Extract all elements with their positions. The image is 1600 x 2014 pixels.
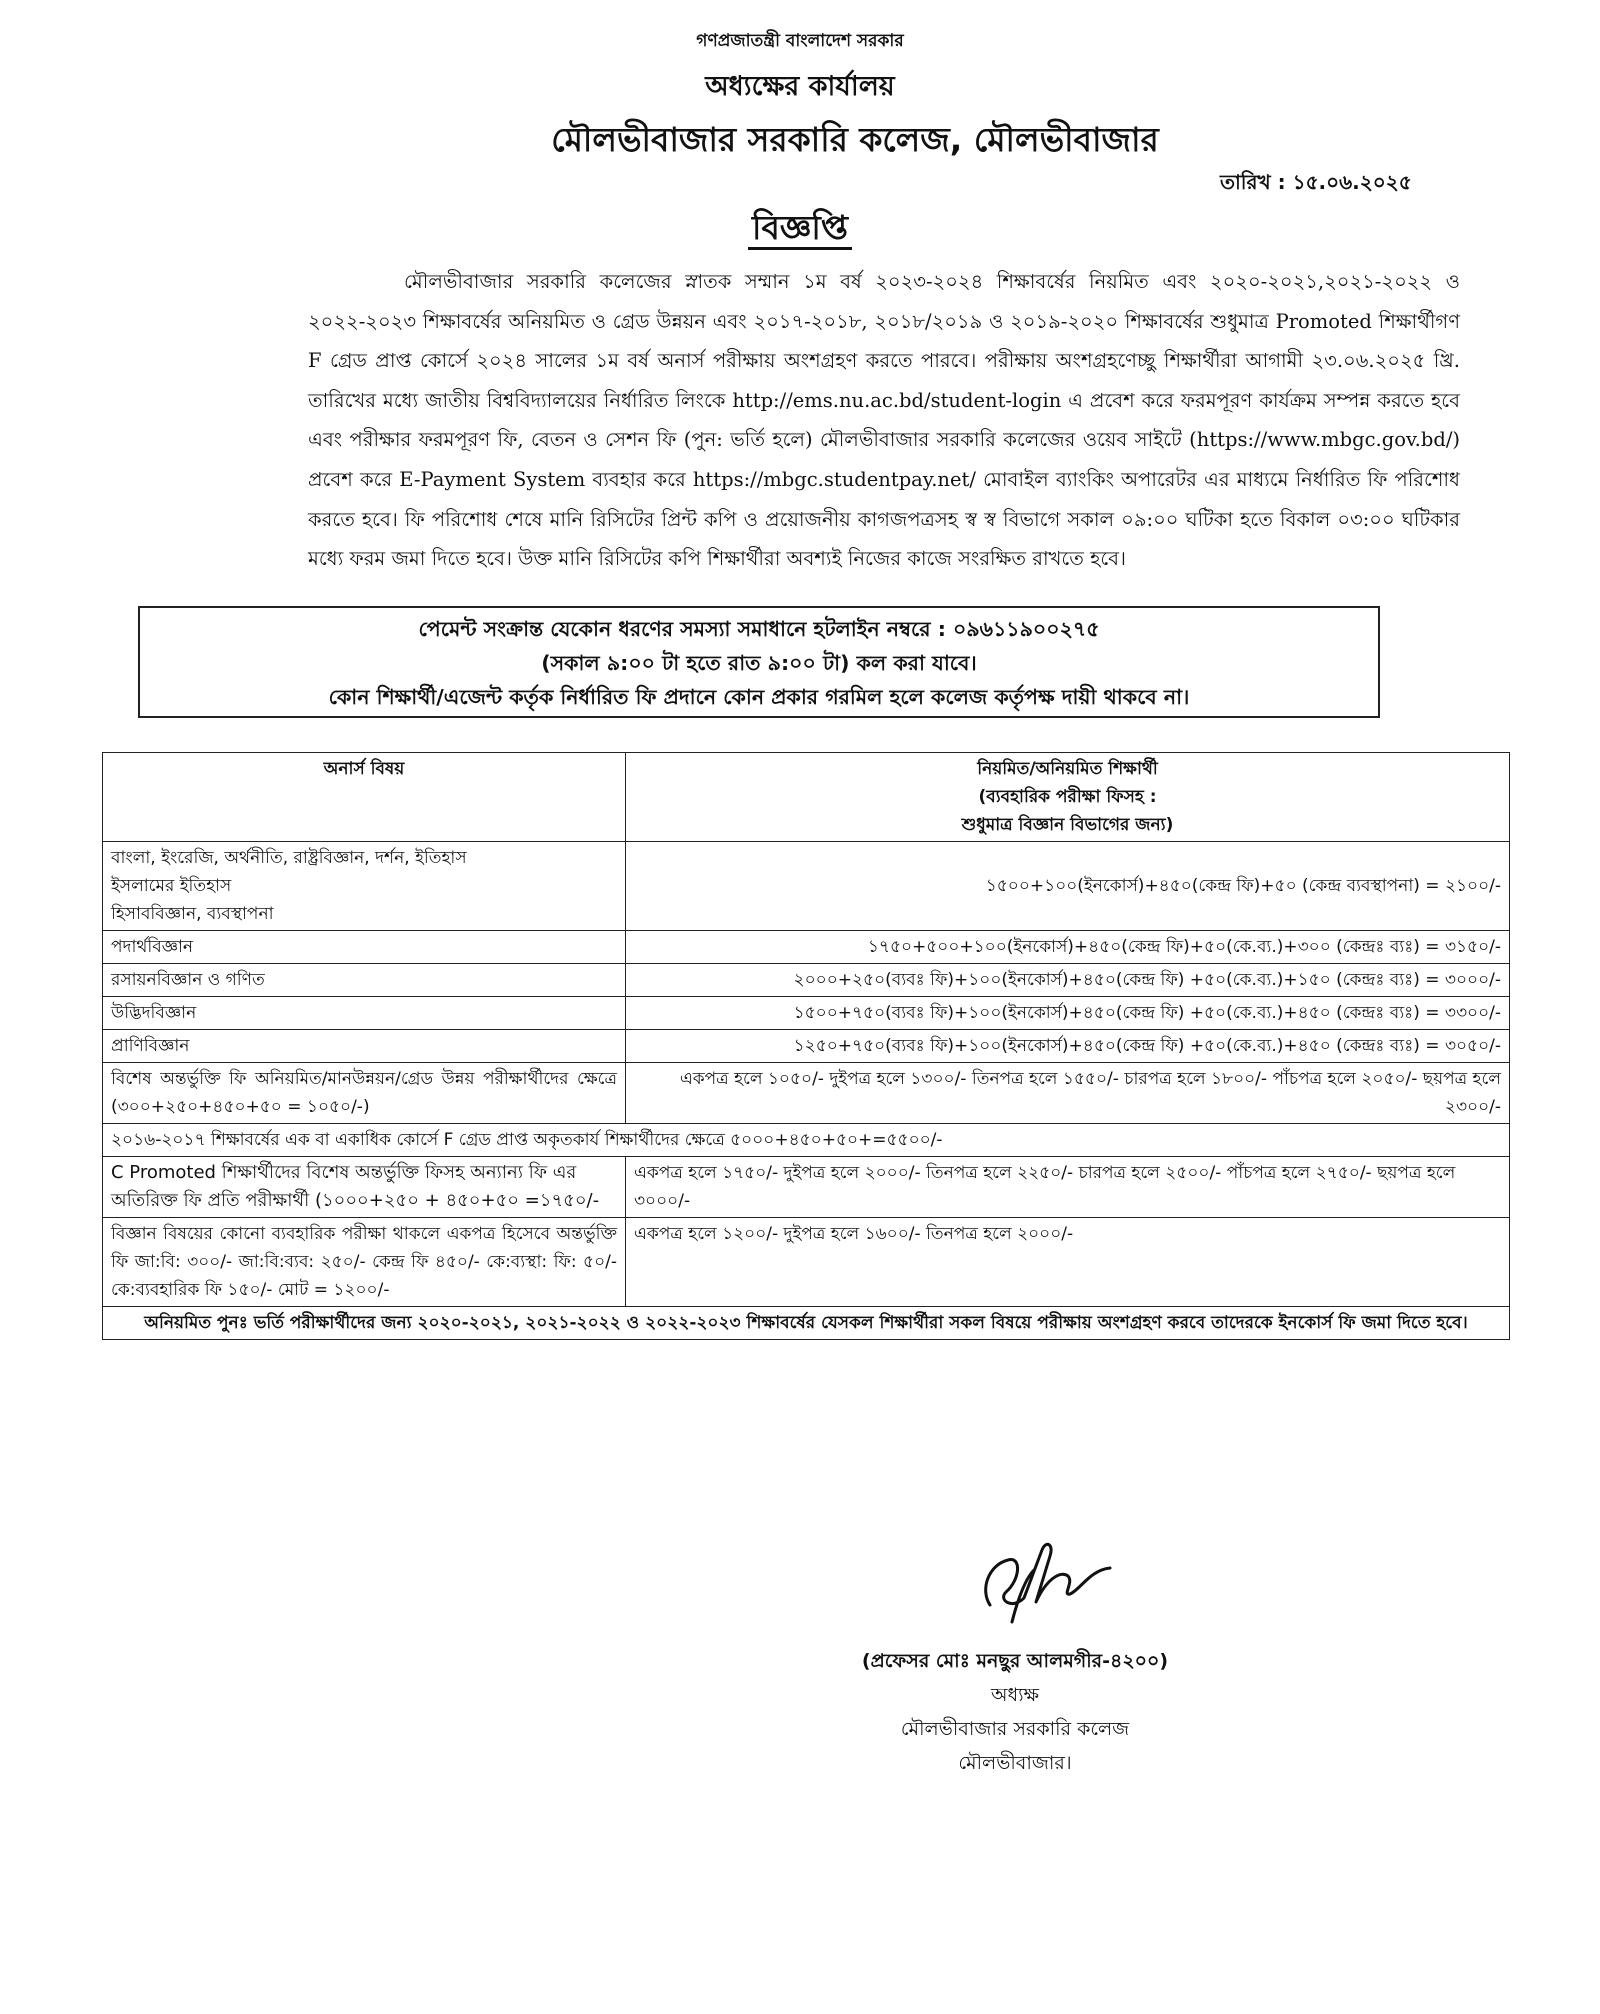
header-fee-line-3: শুধুমাত্র বিজ্ঞান বিভাগের জন্য) — [961, 815, 1174, 835]
header-fee-line-2: (ব্যবহারিক পরীক্ষা ফিসহ : — [978, 787, 1157, 807]
fee-table — [102, 752, 1510, 1340]
subject-cell: রসায়নবিজ্ঞান ও গণিত — [103, 964, 626, 997]
table-header-row — [103, 753, 1510, 842]
signatory-place: মৌলভীবাজার। — [958, 1752, 1072, 1774]
full-width-cell: ২০১৬-২০১৭ শিক্ষাবর্ষের এক বা একাধিক কোর্সে F গ্রেড প্রাপ্ত অকৃতকার্য শিক্ষার্থীদের ক্ষেত্রে ৫০০০+৪৫০+৫০+=৫৫০০/- — [103, 1124, 1510, 1157]
signatory-designation: অধ্যক্ষ — [990, 1684, 1039, 1706]
signature-block — [780, 1644, 1250, 1780]
table-footer-row — [103, 1307, 1510, 1340]
header-fee — [626, 753, 1510, 842]
hotline-box — [138, 606, 1380, 718]
subject-line: ইসলামের ইতিহাস — [111, 876, 232, 896]
subject-cell: বিশেষ অন্তর্ভুক্তি ফি অনিয়মিত/মানউন্নয়ন/গ্রেড উন্নয় পরীক্ষার্থীদের ক্ষেত্রে (৩০০+২৫০+৪৫০+৫০ = ১০৫০/-) — [103, 1063, 626, 1124]
principal-signature — [950, 1510, 1150, 1640]
signatory-name: (প্রফেসর মোঃ মনছুর আলমগীর-৪২০০) — [861, 1650, 1169, 1672]
fee-cell: ১৫০০+১০০(ইনকোর্স)+৪৫০(কেন্দ্র ফি)+৫০ (কেন্দ্র ব্যবস্থাপনা) = ২১০০/- — [626, 842, 1510, 931]
notice-title: বিজ্ঞপ্তি — [748, 208, 852, 250]
fee-cell: একপত্র হলে ১০৫০/- দুইপত্র হলে ১৩০০/- তিনপত্র হলে ১৫৫০/- চারপত্র হলে ১৮০০/- পাঁচপত্র হলে ২০৫০/- ছয়পত্র হলে ২৩০০/- — [626, 1063, 1510, 1124]
college-name: মৌলভীবাজার সরকারি কলেজ, মৌলভীবাজার — [551, 120, 1159, 159]
fee-cell: ২০০০+২৫০(ব্যবঃ ফি)+১০০(ইনকোর্স)+৪৫০(কেন্দ্র ফি) +৫০(কে.ব্য.)+১৫০ (কেন্দ্রঃ ব্যঃ) = ৩০০০/- — [626, 964, 1510, 997]
table-row — [103, 1218, 1510, 1307]
hotline-line-3: কোন শিক্ষার্থী/এজেন্ট কর্তৃক নির্ধারিত ফি প্রদানে কোন প্রকার গরমিল হলে কলেজ কর্তৃপক্ষ দায়ী থাকবে না। — [328, 685, 1190, 709]
notice-body: মৌলভীবাজার সরকারি কলেজের স্নাতক সম্মান ১ম বর্ষ ২০২৩-২০২৪ শিক্ষাবর্ষের নিয়মিত এবং ২০২০-২০২১,২০২১-২০২২ ও ২০২২-২০২৩ শিক্ষাবর্ষের অনিয়মিত ও গ্রেড উন্নয়ন এবং ২০১৭-২০১৮, ২০১৮/২০১৯ ও ২০১৯-২০২০ শিক্ষাবর্ষের শুধুমাত্র Promoted শিক্ষার্থীগণ F গ্রেড প্রাপ্ত কোর্সে ২০২৪ সালের ১ম বর্ষ অনার্স পরীক্ষায় অংশগ্রহণ করতে পারবে। পরীক্ষায় অংশগ্রহণেচ্ছু শিক্ষার্থীরা আগামী ২৩.০৬.২০২৫ খ্রি. তারিখের মধ্যে জাতীয় বিশ্ববিদ্যালয়ের নির্ধারিত লিংকে http://ems.nu.ac.bd/student-login এ প্রবেশ করে ফরমপূরণ কার্যক্রম সম্পন্ন করতে হবে এবং পরীক্ষার ফরমপূরণ ফি, বেতন ও সেশন ফি (পুন: ভর্তি হলে) মৌলভীবাজার সরকারি কলেজের ওয়েব সাইটে (https://www.mbgc.gov.bd/) প্রবেশ করে E-Payment System ব্যবহার করে https://mbgc.studentpay.net/ মোবাইল ব্যাংকিং অপারেটর এর মাধ্যমে নির্ধারিত ফি পরিশোধ করতে হবে। ফি পরিশোধ শেষে মানি রিসিটের প্রিন্ট কপি ও প্রয়োজনীয় কাগজপত্রসহ স্ব স্ব বিভাগে সকাল ০৯:০০ ঘটিকা হতে বিকাল ০৩:০০ ঘটিকার মধ্যে ফরম জমা দিতে হবে। উক্ত মানি রিসিটের কপি শিক্ষার্থীরা অবশ্যই নিজের কাজে সংরক্ষিত রাখতে হবে। — [308, 270, 1460, 571]
header-fee-line-1: নিয়মিত/অনিয়মিত শিক্ষার্থী — [977, 759, 1158, 779]
header-subject: অনার্স বিষয় — [103, 753, 626, 842]
subject-line: বাংলা, ইংরেজি, অর্থনীতি, রাষ্ট্রবিজ্ঞান, দর্শন, ইতিহাস — [111, 848, 467, 868]
table-footer-note: অনিয়মিত পুনঃ ভর্তি পরীক্ষার্থীদের জন্য ২০২০-২০২১, ২০২১-২০২২ ও ২০২২-২০২৩ শিক্ষাবর্ষের যেসকল শিক্ষার্থীরা সকল বিষয়ে পরীক্ষায় অংশগ্রহণ করবে তাদেরকে ইনকোর্স ফি জমা দিতে হবে। — [103, 1307, 1510, 1340]
table-row — [103, 1157, 1510, 1218]
subject-cell: পদার্থবিজ্ঞান — [103, 931, 626, 964]
government-name: গণপ্রজাতন্ত্রী বাংলাদেশ সরকার — [696, 31, 904, 51]
office-name: অধ্যক্ষের কার্যালয় — [705, 71, 895, 102]
subject-cell: উদ্ভিদবিজ্ঞান — [103, 997, 626, 1030]
table-row — [103, 1063, 1510, 1124]
hotline-line-1: পেমেন্ট সংক্রান্ত যেকোন ধরণের সমস্যা সমাধানে হটলাইন নম্বরে : ০৯৬১১৯০০২৭৫ — [418, 617, 1100, 641]
hotline-line-2: (সকাল ৯:০০ টা হতে রাত ৯:০০ টা) কল করা যাবে। — [541, 651, 977, 675]
fee-cell: একপত্র হলে ১২০০/- দুইপত্র হলে ১৬০০/- তিনপত্র হলে ২০০০/- — [626, 1218, 1510, 1307]
table-row — [103, 997, 1510, 1030]
subject-cell: প্রাণিবিজ্ঞান — [103, 1030, 626, 1063]
notice-heading — [0, 202, 1600, 258]
table-row — [103, 842, 1510, 931]
fee-cell: ১৭৫০+৫০০+১০০(ইনকোর্স)+৪৫০(কেন্দ্র ফি)+৫০(কে.ব্য.)+৩০০ (কেন্দ্রঃ ব্যঃ) = ৩১৫০/- — [626, 931, 1510, 964]
table-row — [103, 931, 1510, 964]
notice-date: তারিখ : ১৫.০৬.২০২৫ — [1220, 170, 1412, 194]
fee-cell: একপত্র হলে ১৭৫০/- দুইপত্র হলে ২০০০/- তিনপত্র হলে ২২৫০/- চারপত্র হলে ২৫০০/- পাঁচপত্র হলে ২৭৫০/- ছয়পত্র হলে ৩০০০/- — [626, 1157, 1510, 1218]
table-row — [103, 964, 1510, 997]
fee-cell: ১৫০০+৭৫০(ব্যবঃ ফি)+১০০(ইনকোর্স)+৪৫০(কেন্দ্র ফি) +৫০(কে.ব্য.)+৪৫০ (কেন্দ্রঃ ব্যঃ) = ৩৩০০/- — [626, 997, 1510, 1030]
signatory-college: মৌলভীবাজার সরকারি কলেজ — [900, 1718, 1130, 1740]
subject-cell — [103, 842, 626, 931]
fee-cell: ১২৫০+৭৫০(ব্যবঃ ফি)+১০০(ইনকোর্স)+৪৫০(কেন্দ্র ফি) +৫০(কে.ব্য.)+৪৫০ (কেন্দ্রঃ ব্যঃ) = ৩০৫০/- — [626, 1030, 1510, 1063]
table-row — [103, 1030, 1510, 1063]
subject-cell: C Promoted শিক্ষার্থীদের বিশেষ অন্তর্ভুক্তি ফিসহ অন্যান্য ফি এর অতিরিক্ত ফি প্রতি পরীক্ষার্থী (১০০০+২৫০ + ৪৫০+৫০ =১৭৫০/- — [103, 1157, 626, 1218]
subject-cell: বিজ্ঞান বিষয়ের কোনো ব্যবহারিক পরীক্ষা থাকলে একপত্র হিসেবে অন্তর্ভুক্তি ফি জা:বি: ৩০০/- জা:বি:ব্যব: ২৫০/- কেন্দ্র ফি ৪৫০/- কে:ব্যস্থা: ফি: ৫০/- কে:ব্যবহারিক ফি ১৫০/- মোট = ১২০০/- — [103, 1218, 626, 1307]
subject-line: হিসাববিজ্ঞান, ব্যবস্থাপনা — [111, 904, 274, 924]
table-row — [103, 1124, 1510, 1157]
